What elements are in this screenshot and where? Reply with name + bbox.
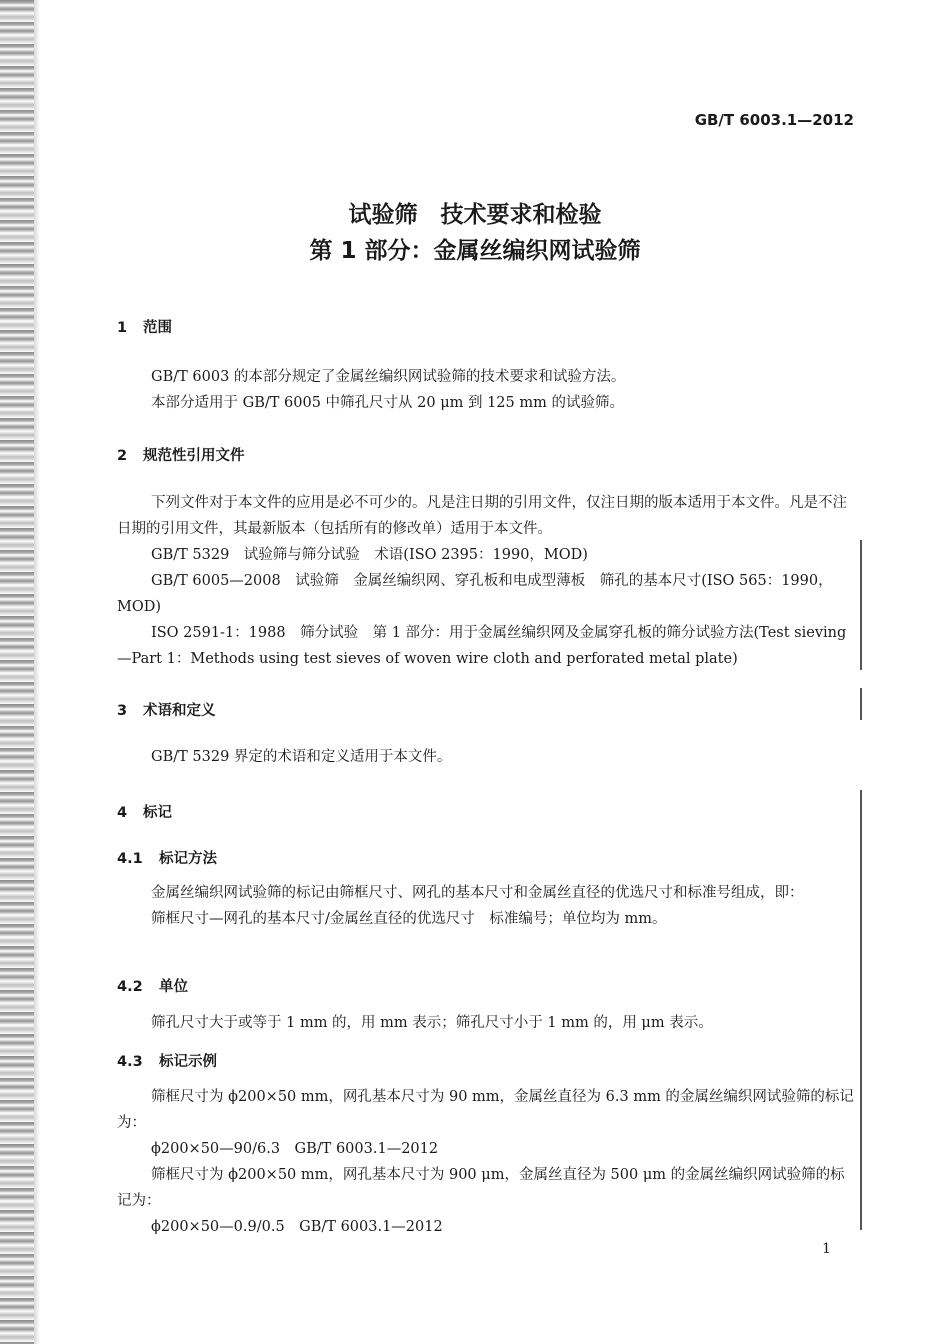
section-4-3-body <box>117 1084 854 1240</box>
section-title: 规范性引用文件 <box>143 448 245 464</box>
section-4-heading <box>117 801 172 822</box>
section-title: 标记 <box>143 805 172 821</box>
document-title-line2: 第 1 部分：金属丝编织网试验筛 <box>309 238 641 264</box>
section-title: 范围 <box>143 320 172 336</box>
paragraph: 金属丝编织网试验筛的标记由筛框尺寸、网孔的基本尺寸和金属丝直径的优选尺寸和标准号组成，即： <box>151 885 804 901</box>
section-title: 标记方法 <box>159 851 217 867</box>
section-1-heading <box>117 316 172 337</box>
paragraph: 本部分适用于 GB/T 6005 中筛孔尺寸从 20 μm 到 125 mm 的试验筛。 <box>151 395 624 411</box>
section-3-heading <box>117 699 216 720</box>
section-2-body <box>117 490 854 672</box>
paragraph: 筛框尺寸为 ϕ200×50 mm，网孔基本尺寸为 90 mm，金属丝直径为 6.3 mm 的金属丝编织网试验筛的标记为： <box>117 1089 854 1131</box>
section-4-2-body <box>117 1010 854 1036</box>
document-title-line1: 试验筛 技术要求和检验 <box>348 202 602 228</box>
reference-item: GB/T 6005—2008 试验筛 金属丝编织网、穿孔板和电成型薄板 筛孔的基本尺寸(ISO 565：1990，MOD) <box>117 573 833 615</box>
marking-example: ϕ200×50—0.9/0.5 GB/T 6003.1—2012 <box>151 1219 443 1235</box>
paragraph: GB/T 5329 界定的术语和定义适用于本文件。 <box>151 749 452 765</box>
section-number: 4.2 <box>117 979 143 995</box>
marking-example: ϕ200×50—90/6.3 GB/T 6003.1—2012 <box>151 1141 439 1157</box>
section-number: 3 <box>117 703 128 719</box>
section-number: 4.3 <box>117 1054 143 1070</box>
section-title: 标记示例 <box>159 1054 217 1070</box>
paragraph: 下列文件对于本文件的应用是必不可少的。凡是注日期的引用文件，仅注日期的版本适用于本文件。凡是不注日期的引用文件，其最新版本（包括所有的修改单）适用于本文件。 <box>117 495 847 537</box>
standard-code: GB/T 6003.1—2012 <box>694 111 854 129</box>
section-4-2-heading <box>117 975 188 996</box>
page-number: 1 <box>822 1241 831 1257</box>
paragraph: 筛框尺寸为 ϕ200×50 mm，网孔基本尺寸为 900 μm，金属丝直径为 500 μm 的金属丝编织网试验筛的标记为： <box>117 1167 845 1209</box>
section-4-1-body <box>117 880 854 932</box>
section-1-body <box>117 364 854 416</box>
paragraph: 筛框尺寸—网孔的基本尺寸/金属丝直径的优选尺寸 标准编号；单位均为 mm。 <box>151 911 667 927</box>
paragraph: 筛孔尺寸大于或等于 1 mm 的，用 mm 表示；筛孔尺寸小于 1 mm 的，用 μm 表示。 <box>151 1015 713 1031</box>
section-number: 2 <box>117 448 128 464</box>
section-3-body <box>117 744 854 770</box>
section-4-1-heading <box>117 847 217 868</box>
reference-item: GB/T 5329 试验筛与筛分试验 术语(ISO 2395：1990，MOD) <box>151 547 588 563</box>
revision-bar <box>860 688 862 720</box>
section-number: 4.1 <box>117 851 143 867</box>
section-number: 1 <box>117 320 128 336</box>
section-title: 术语和定义 <box>143 703 216 719</box>
revision-bar <box>860 790 862 1230</box>
section-4-3-heading <box>117 1050 217 1071</box>
section-title: 单位 <box>159 979 188 995</box>
reference-item: ISO 2591-1：1988 筛分试验 第 1 部分：用于金属丝编织网及金属穿孔板的筛分试验方法(Test sieving—Part 1：Methods using test sieves of woven wire cloth and perforated metal plate) <box>117 625 847 667</box>
revision-bar <box>860 540 862 670</box>
section-number: 4 <box>117 805 128 821</box>
section-2-heading <box>117 444 245 465</box>
paragraph: GB/T 6003 的本部分规定了金属丝编织网试验筛的技术要求和试验方法。 <box>151 369 626 385</box>
